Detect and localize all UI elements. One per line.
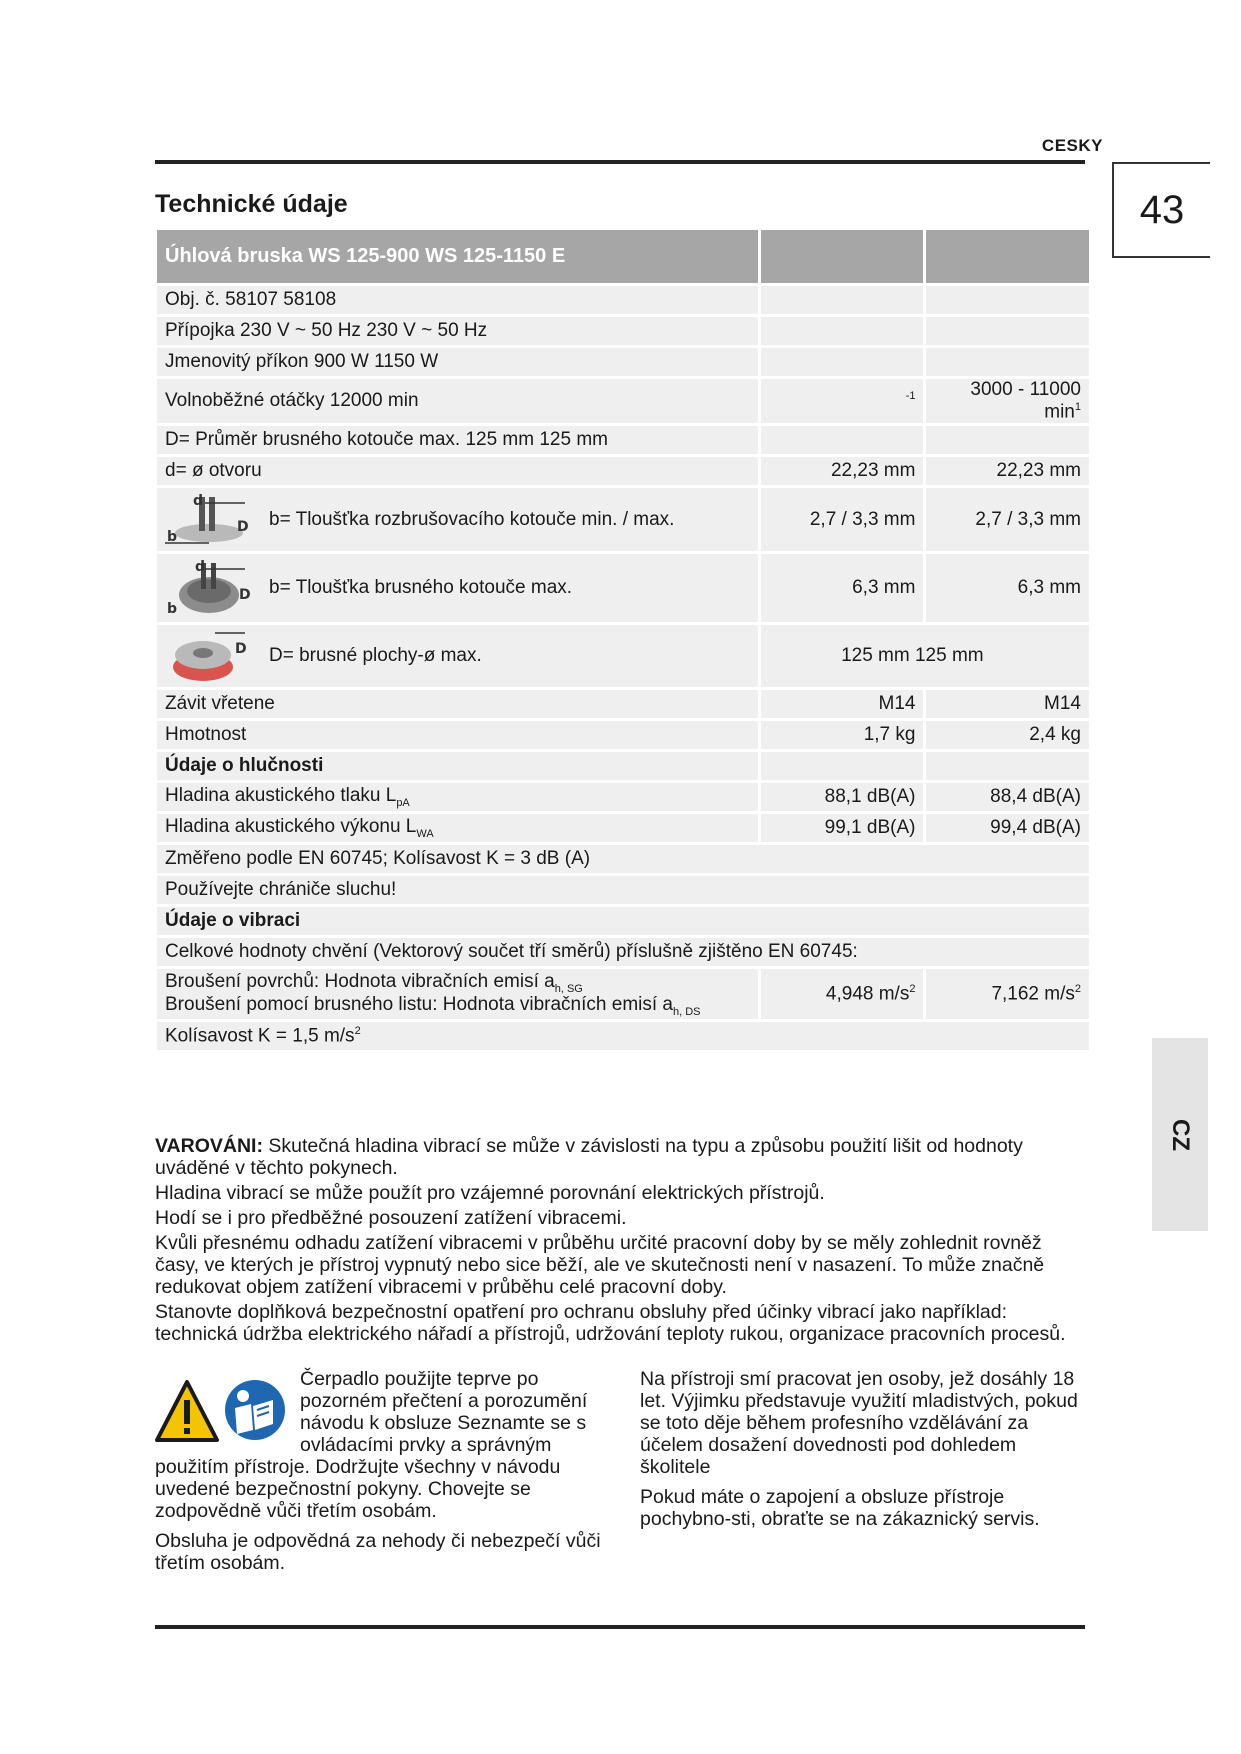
table-row: [157, 969, 1089, 1019]
sound-pressure-sub: pA: [396, 797, 410, 810]
surface-grinding-sub: h, SG: [554, 982, 583, 995]
flap-disc-icon: [165, 627, 255, 685]
table-row: [157, 379, 1089, 423]
sound-power-value-1: 99,1 dB(A): [761, 814, 926, 842]
svg-text:D: D: [235, 641, 247, 658]
table-row: [157, 938, 1089, 966]
idle-speed-sup: 1: [1074, 401, 1081, 413]
warning-label: VAROVÁNI:: [155, 1135, 263, 1157]
right-p2: Pokud máte o zapojení a obsluze přístroje pochybno-sti, obraťte se na zákaznický servis.: [640, 1486, 1040, 1530]
tolerance: Kolísavost K = 1,5 m/s: [165, 1025, 355, 1047]
tolerance-sup: 2: [354, 1025, 361, 1038]
svg-text:d: d: [195, 559, 206, 576]
weight-label: Hmotnost: [157, 721, 761, 749]
sound-pressure-value-1: 88,1 dB(A): [761, 783, 926, 811]
sanding-label: Broušení pomocí brusného listu: Hodnota vibračních emisí a: [165, 994, 673, 1016]
svg-text:b: b: [167, 601, 178, 618]
right-column: [640, 1368, 1090, 1538]
spec-table: [157, 227, 1089, 1053]
surface-grinding-label: Broušení povrchů: Hodnota vibračních emisí a: [165, 970, 555, 992]
page-number: 43: [1112, 162, 1210, 258]
noise-title: Údaje o hlučnosti: [157, 752, 761, 780]
table-header: Úhlová bruska WS 125-900 WS 125-1150 E: [157, 230, 761, 283]
table-row: [157, 317, 1089, 345]
table-row: [157, 690, 1089, 718]
table-row: [157, 907, 1089, 935]
vibration-sup-1: 2: [909, 983, 916, 996]
left-p1: Čerpadlo použijte teprve po pozorném přečtení a porozumění návodu k obsluze Seznamte se s ovládacími prvky a správným použitím přístroje. Dodržujte všechny v návodu uvedené bezpečnostní pokyny. Chovejte se zodpovědně vůči třetím osobám.: [155, 1368, 588, 1522]
cutoff-thickness-value-2: 2,7 / 3,3 mm: [926, 488, 1089, 551]
sound-power-sub: WA: [416, 828, 434, 841]
table-row: [157, 752, 1089, 780]
language-tab-label: CZ: [1167, 1118, 1194, 1151]
warning-p5: Stanovte doplňková bezpečnostní opatření pro ochranu obsluhy před účinky vibrací jako například: technická údržba elektrického nářadí a přístrojů, udržování teploty rukou, organizace pracovních procesů.: [155, 1301, 1066, 1345]
left-p2: Obsluha je odpovědná za nehody či nebezpečí vůči třetím osobám.: [155, 1530, 601, 1574]
table-row: [157, 1022, 1089, 1050]
spindle-value-1: M14: [761, 690, 926, 718]
table-row: [157, 286, 1089, 314]
table-row: [157, 845, 1089, 873]
weight-value-1: 1,7 kg: [761, 721, 926, 749]
table-header-row: [157, 230, 1089, 283]
svg-text:D: D: [237, 518, 249, 535]
weight-value-2: 2,4 kg: [926, 721, 1089, 749]
language-tab: [1152, 1038, 1208, 1231]
warning-block: [155, 1135, 1087, 1348]
obj-no: Obj. č. 58107 58108: [157, 286, 761, 314]
grinding-thickness-value-2: 6,3 mm: [926, 554, 1089, 622]
sound-pressure-value-2: 88,4 dB(A): [926, 783, 1089, 811]
grinding-disc-icon: [165, 559, 255, 617]
spindle-label: Závit vřetene: [157, 690, 761, 718]
svg-text:D: D: [239, 587, 251, 604]
table-row: [157, 488, 1089, 551]
grinding-thickness-label: b= Tloušťka brusného kotouče max.: [269, 577, 573, 599]
rated-power: Jmenovitý příkon 900 W 1150 W: [157, 348, 761, 376]
left-column: [155, 1368, 605, 1582]
top-divider: [155, 160, 1085, 164]
table-row: [157, 348, 1089, 376]
section-title: Technické údaje: [155, 190, 348, 218]
vibration-title: Údaje o vibraci: [157, 907, 1089, 935]
bore-value-1: 22,23 mm: [761, 457, 926, 485]
cutoff-thickness-value-1: 2,7 / 3,3 mm: [761, 488, 926, 551]
idle-speed-label: Volnoběžné otáčky 12000 min: [157, 379, 761, 423]
vibration-value-2: 7,162 m/s: [991, 983, 1075, 1005]
table-row: [157, 625, 1089, 687]
right-p1: Na přístroji smí pracovat jen osoby, jež dosáhly 18 let. Výjimku představuje využití mladistvých, pokud se toto děje během profesního vzdělávání za účelem dosažení dovednosti pod dohledem školitele: [640, 1368, 1078, 1478]
table-row: [157, 426, 1089, 454]
bore-label: d= ø otvoru: [157, 457, 761, 485]
flap-diameter-label: D= brusné plochy-ø max.: [269, 645, 482, 667]
flap-diameter-value: 125 mm 125 mm: [761, 625, 1089, 687]
sound-power-value-2: 99,4 dB(A): [926, 814, 1089, 842]
language-label: CESKY: [1041, 136, 1103, 155]
svg-text:b: b: [167, 528, 178, 545]
warning-p1: Skutečná hladina vibrací se může v závislosti na typu a způsobu použití lišit od hodnoty uváděné v těchto pokynech.: [155, 1135, 1023, 1179]
table-row: [157, 783, 1089, 811]
svg-text:d: d: [193, 492, 204, 509]
warning-p4: Kvůli přesnému odhadu zatížení vibracemi v průběhu určité pracovní doby by se měly zohlednit rovněž časy, ve kterých je přístroj vypnutý nebo sice běží, ale ve skutečnosti není v nasazení. To může značně redukovat objem zatížení vibracemi v průběhu celé pracovní doby.: [155, 1232, 1045, 1298]
vibration-sup-2: 2: [1074, 983, 1081, 996]
table-row: [157, 457, 1089, 485]
disc-diameter: D= Průměr brusného kotouče max. 125 mm 125 mm: [157, 426, 761, 454]
table-row: [157, 876, 1089, 904]
read-manual-icon: [225, 1380, 285, 1440]
safety-icons: [155, 1378, 288, 1448]
sound-pressure-label: Hladina akustického tlaku L: [165, 785, 397, 807]
warning-p3: Hodí se i pro předběžné posouzení zatížení vibracemi.: [155, 1207, 627, 1229]
table-row: [157, 814, 1089, 842]
vibration-value-1: 4,948 m/s: [825, 983, 910, 1005]
spindle-value-2: M14: [926, 690, 1089, 718]
cutoff-thickness-label: b= Tloušťka rozbrušovacího kotouče min. / max.: [269, 508, 675, 530]
vibration-total: Celkové hodnoty chvění (Vektorový součet tří směrů) příslušně zjištěno EN 60745:: [157, 938, 1089, 966]
sanding-sub: h, DS: [673, 1006, 701, 1019]
idle-speed-exponent: -1: [905, 390, 916, 402]
grinding-thickness-value-1: 6,3 mm: [761, 554, 926, 622]
ear-protection-note: Používejte chrániče sluchu!: [157, 876, 1089, 904]
bottom-divider: [155, 1625, 1085, 1629]
table-row: [157, 554, 1089, 622]
sound-power-label: Hladina akustického výkonu L: [165, 816, 417, 838]
measured-note: Změřeno podle EN 60745; Kolísavost K = 3 dB (A): [157, 845, 1089, 873]
warning-p2: Hladina vibrací se může použít pro vzájemné porovnání elektrických přístrojů.: [155, 1182, 825, 1204]
bore-value-2: 22,23 mm: [926, 457, 1089, 485]
table-row: [157, 721, 1089, 749]
connection: Přípojka 230 V ~ 50 Hz 230 V ~ 50 Hz: [157, 317, 761, 345]
warning-triangle-icon: [157, 1382, 217, 1440]
cutoff-disc-icon: [165, 491, 255, 549]
idle-speed-value: 3000 - 11000 min: [970, 379, 1081, 423]
